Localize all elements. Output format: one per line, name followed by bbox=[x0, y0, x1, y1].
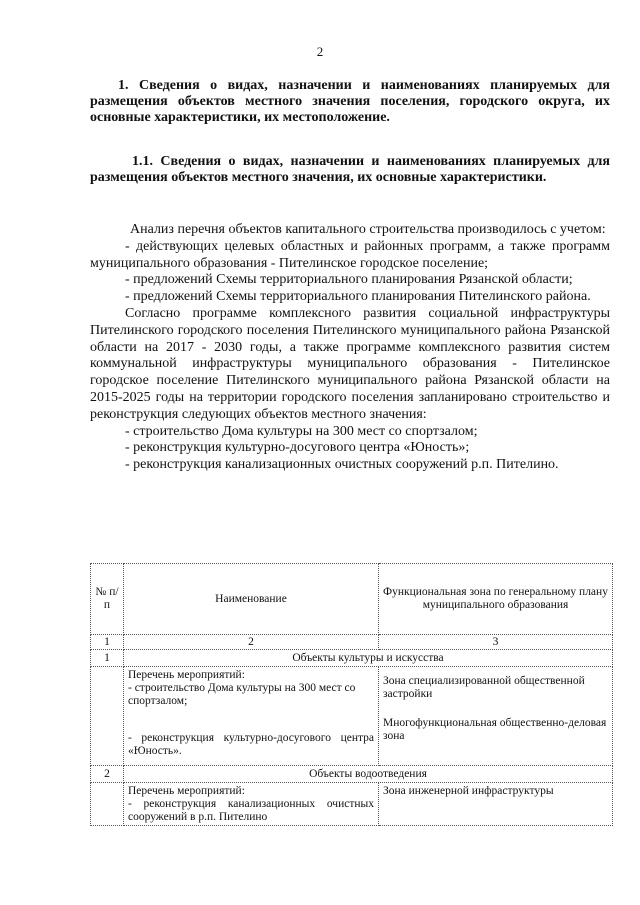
zone-item: Многофункциональная общественно-деловая зона bbox=[383, 717, 607, 742]
section-heading: 1. Сведения о видах, назначении и наименованиях планируемых для размещения объектов местного значения поселения, городского округа, их основные характеристики, их местоположение. bbox=[90, 78, 610, 125]
paragraph-program: Согласно программе комплексного развития социальной инфраструктуры Пителинского городского поселения Пителинского муниципального района Рязанской области на 2017 - 2030 годы, а также программе комплексного развития систем коммунальной инфраструктуры муниципального образования - Пителинское городское поселение Пителинского муниципального района Рязанской области на 2015-2025 годы на территории городского поселения запланировано строительство и реконструкция следующих объектов местного значения: bbox=[90, 305, 610, 422]
table-section-row bbox=[91, 766, 613, 783]
body-text bbox=[90, 222, 610, 474]
measure-item: - реконструкция культурно-досугового центра «Юность». bbox=[128, 732, 374, 757]
zone-item: Зона специализированной общественной застройки bbox=[383, 675, 585, 700]
objects-table bbox=[90, 563, 613, 826]
list-item: - строительство Дома культуры на 300 мест со спортзалом; bbox=[125, 423, 478, 439]
empty-cell bbox=[91, 667, 124, 766]
table-column-numbers bbox=[91, 635, 613, 650]
section-title: Объекты водоотведения bbox=[124, 766, 613, 783]
list-item: - предложений Схемы территориального планирования Пителинского района. bbox=[125, 289, 591, 305]
col-number: 1 bbox=[91, 635, 124, 650]
table-row bbox=[91, 667, 613, 766]
zone-cell bbox=[379, 667, 613, 766]
list-item: - предложений Схемы территориального планирования Рязанской области; bbox=[125, 272, 573, 288]
col-number: 3 bbox=[379, 635, 613, 650]
section-title: Объекты культуры и искусства bbox=[124, 650, 613, 667]
paragraph-intro: Анализ перечня объектов капитального строительства производилось с учетом: bbox=[130, 222, 606, 237]
section-num: 1 bbox=[91, 650, 124, 667]
zone-cell bbox=[379, 783, 613, 826]
empty-cell bbox=[91, 783, 124, 826]
list-item: - реконструкция канализационных очистных сооружений р.п. Пителино. bbox=[125, 457, 559, 473]
list-item: - реконструкция культурно-досугового центра «Юность»; bbox=[125, 440, 470, 456]
table-section-row bbox=[91, 650, 613, 667]
measures-cell bbox=[124, 667, 379, 766]
section-num: 2 bbox=[91, 766, 124, 783]
list-item: - действующих целевых областных и районных программ, а также программ муниципального образования - Пителинское городское поселение; bbox=[90, 238, 610, 271]
measure-item: - реконструкция канализационных очистных сооружений в р.п. Пителино bbox=[128, 798, 374, 823]
col-number: 2 bbox=[124, 635, 379, 650]
measures-intro: Перечень мероприятий: bbox=[128, 785, 245, 797]
page-number: 2 bbox=[316, 44, 324, 59]
header-num: № п/п bbox=[91, 564, 124, 635]
measure-item: - строительство Дома культуры на 300 мест со спортзалом; bbox=[128, 682, 356, 707]
header-name: Наименование bbox=[124, 564, 379, 635]
zone-item: Зона инженерной инфраструктуры bbox=[383, 785, 554, 797]
table-header-row bbox=[91, 564, 613, 635]
subsection-heading: 1.1. Сведения о видах, назначении и наименованиях планируемых для размещения объектов местного значения, их основные характеристики. bbox=[90, 154, 610, 185]
measures-intro: Перечень мероприятий: bbox=[128, 669, 245, 681]
header-zone: Функциональная зона по генеральному плану муниципального образования bbox=[379, 564, 613, 635]
measures-cell bbox=[124, 783, 379, 826]
table-row bbox=[91, 783, 613, 826]
